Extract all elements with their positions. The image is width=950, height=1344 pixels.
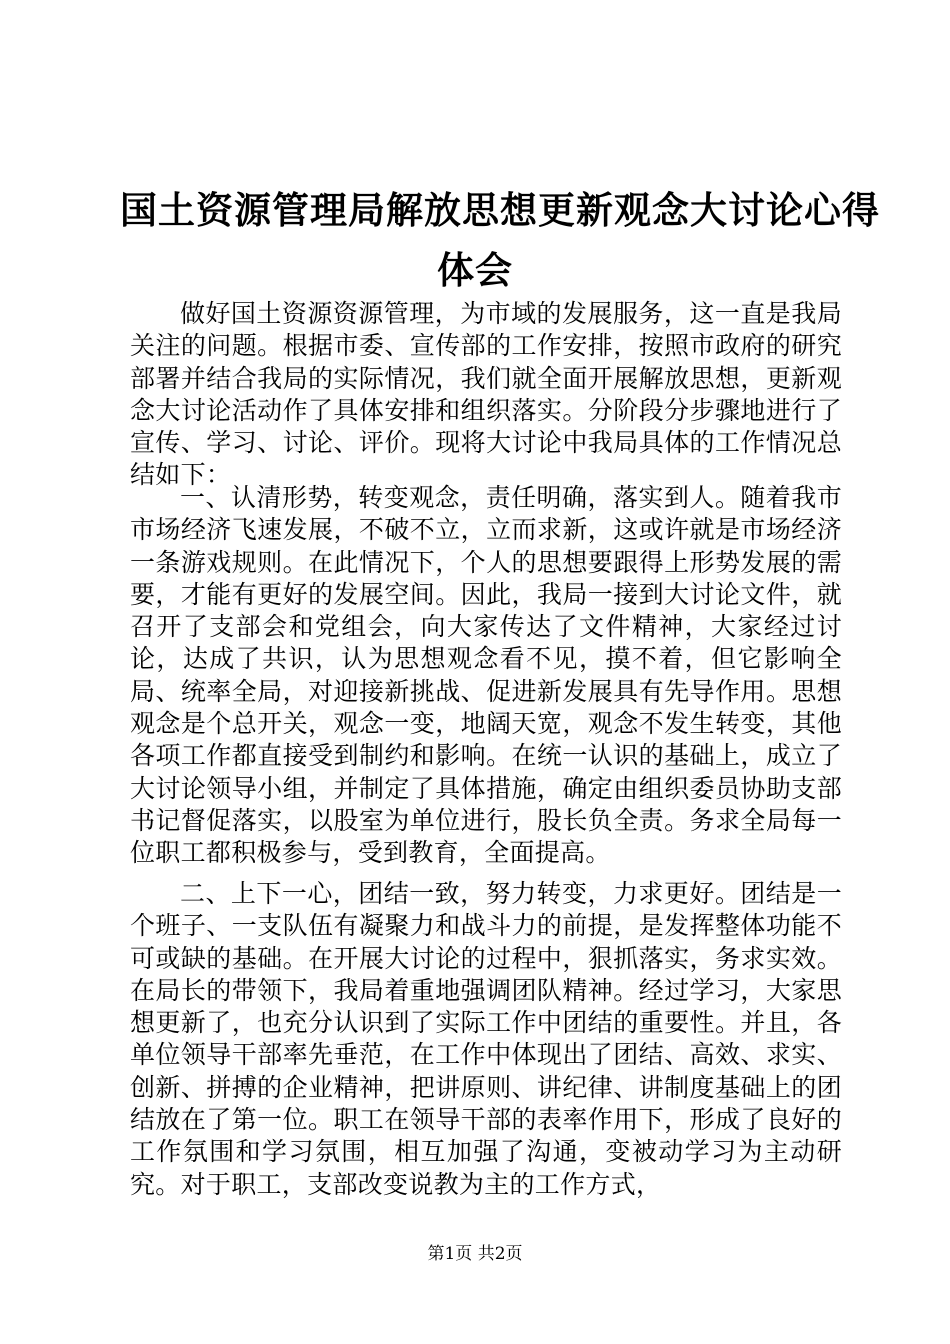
document-title-line-1: 国土资源管理局解放思想更新观念大讨论心得 <box>120 188 880 232</box>
page-number-footer: 第1页 共2页 <box>427 1244 523 1264</box>
paragraph-section-2: 二、上下一心，团结一致，努力转变，力求更好。团结是一个班子、一支队伍有凝聚力和战斗力的前提，是发挥整体功能不可或缺的基础。在开展大讨论的过程中，狠抓落实，务求实效。在局长的带领下，我局着重地强调团队精神。经过学习，大家思想更新了，也充分认识到了实际工作中团结的重要性。并且，各单位领导干部率先垂范，在工作中体现出了团结、高效、求实、创新、拼搏的企业精神，把讲原则、讲纪律、讲制度基础上的团结放在了第一位。职工在领导干部的表率作用下，形成了良好的工作氛围和学习氛围，相互加强了沟通，变被动学习为主动研究。对于职工，支部改变说教为主的工作方式， <box>130 879 842 1199</box>
paragraph-section-1: 一、认清形势，转变观念，责任明确，落实到人。随着我市市场经济飞速发展，不破不立，立而求新，这或许就是市场经济一条游戏规则。在此情况下，个人的思想要跟得上形势发展的需要，才能有更好的发展空间。因此，我局一接到大讨论文件，就召开了支部会和党组会，向大家传达了文件精神，大家经过讨论，达成了共识，认为思想观念看不见，摸不着，但它影响全局、统率全局，对迎接新挑战、促进新发展具有先导作用。思想观念是个总开关，观念一变，地阔天宽，观念不发生转变，其他各项工作都直接受到制约和影响。在统一认识的基础上，成立了大讨论领导小组，并制定了具体措施，确定由组织委员协助支部书记督促落实，以股室为单位进行，股长负全责。务求全局每一位职工都积极参与，受到教育，全面提高。 <box>130 483 842 868</box>
document-title-line-2: 体会 <box>437 248 513 292</box>
paragraph-intro: 做好国土资源资源管理，为市域的发展服务，这一直是我局关注的问题。根据市委、宣传部的工作安排，按照市政府的研究部署并结合我局的实际情况，我们就全面开展解放思想，更新观念大讨论活动作了具体安排和组织落实。分阶段分步骤地进行了宣传、学习、讨论、评价。现将大讨论中我局具体的工作情况总结如下： <box>130 299 842 490</box>
